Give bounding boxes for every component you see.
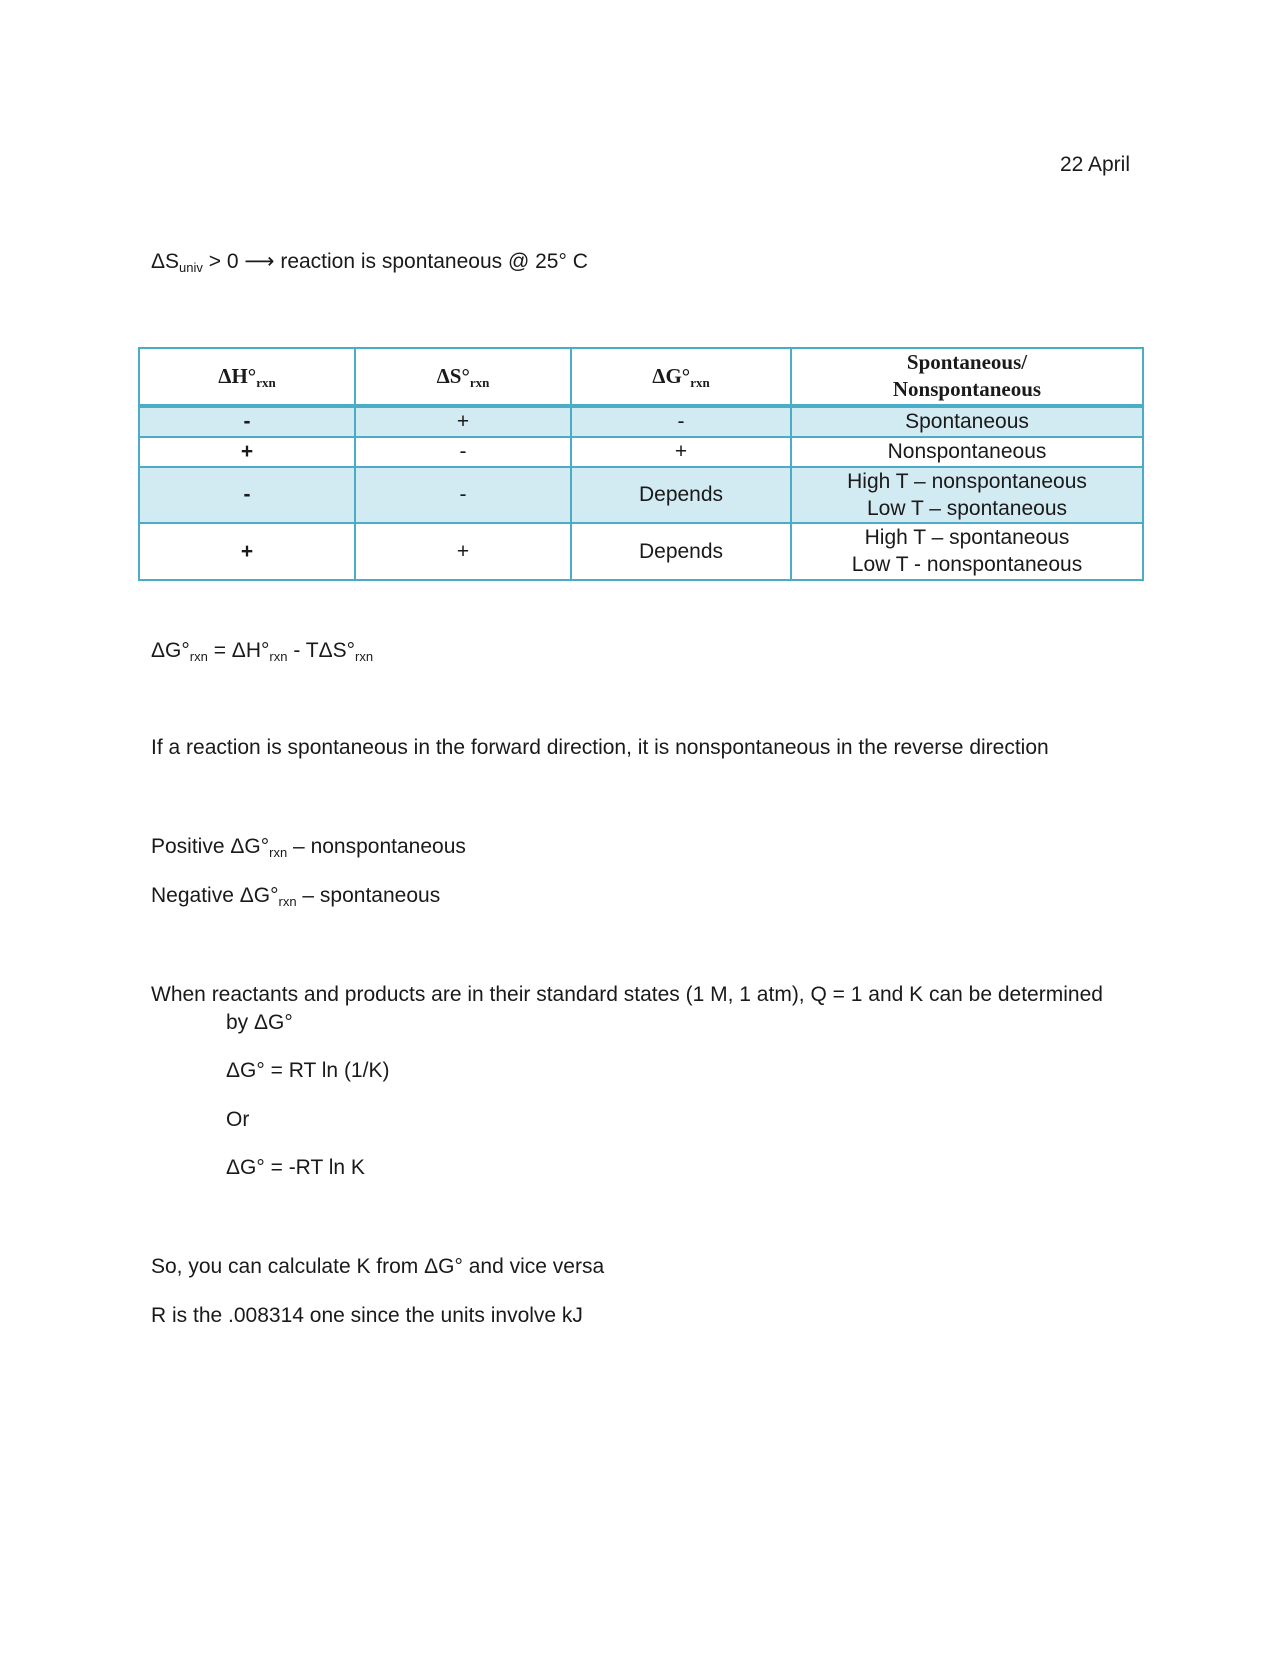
cell-result: Nonspontaneous [791,437,1143,467]
table-row [139,406,1143,437]
cell-delta-s: - [355,437,571,467]
standard-states-note-continued: by ΔG° [226,1011,293,1034]
table-row [139,437,1143,467]
date-header: 22 April [1059,153,1130,176]
or-label: Or [226,1108,250,1131]
header-delta-h: $\Delta H^\circ_{rxn}$ [139,348,355,406]
header-spontaneity: Spontaneous/ Nonspontaneous [791,348,1143,406]
gibbs-equation: $\Delta G^\circ_{rxn} = \Delta H^\circ_{rxn} - T\Delta S^\circ_{rxn}$ [151,639,374,664]
cell-delta-g: Depends [571,467,791,524]
spontaneity-table [138,347,1144,581]
cell-delta-s: + [355,406,571,437]
cell-delta-h: + [139,437,355,467]
cell-delta-g: - [571,406,791,437]
cell-result: High T – spontaneous Low T - nonspontaneous [791,523,1143,580]
equation-reciprocal-k: ΔG° = RT ln (1/K) [226,1059,390,1082]
header-delta-s: $\Delta S^\circ_{rxn}$ [355,348,571,406]
reverse-direction-note: If a reaction is spontaneous in the forward direction, it is nonspontaneous in the reverse direction [151,736,1049,759]
table-header-row [139,348,1143,406]
cell-delta-s: - [355,467,571,524]
cell-delta-h: - [139,467,355,524]
cell-delta-h: - [139,406,355,437]
table-row [139,467,1143,524]
cell-delta-s: + [355,523,571,580]
positive-delta-g-note: Positive $\Delta G^\circ_{rxn}$ – nonspontaneous [151,835,466,860]
standard-states-note: When reactants and products are in their standard states (1 M, 1 atm), Q = 1 and K can be determined [151,983,1103,1006]
calculate-k-note: So, you can calculate K from ΔG° and vice versa [151,1255,605,1278]
entropy-criterion [151,249,588,275]
header-delta-g: $\Delta G^\circ_{rxn}$ [571,348,791,406]
negative-delta-g-note: Negative $\Delta G^\circ_{rxn}$ – spontaneous [151,884,441,909]
cell-result: High T – nonspontaneous Low T – spontaneous [791,467,1143,524]
entropy-criterion-text: > 0 ⟶ reaction is spontaneous @ 25° C [202,250,588,273]
cell-result: Spontaneous [791,406,1143,437]
cell-delta-g: Depends [571,523,791,580]
delta-s-symbol: ΔS [151,250,180,273]
gas-constant-note: R is the .008314 one since the units involve kJ [151,1304,583,1327]
cell-delta-g: + [571,437,791,467]
univ-subscript: univ [179,259,203,275]
cell-delta-h: + [139,523,355,580]
table-row [139,523,1143,580]
equation-negative-ln-k: ΔG° = -RT ln K [226,1156,365,1179]
